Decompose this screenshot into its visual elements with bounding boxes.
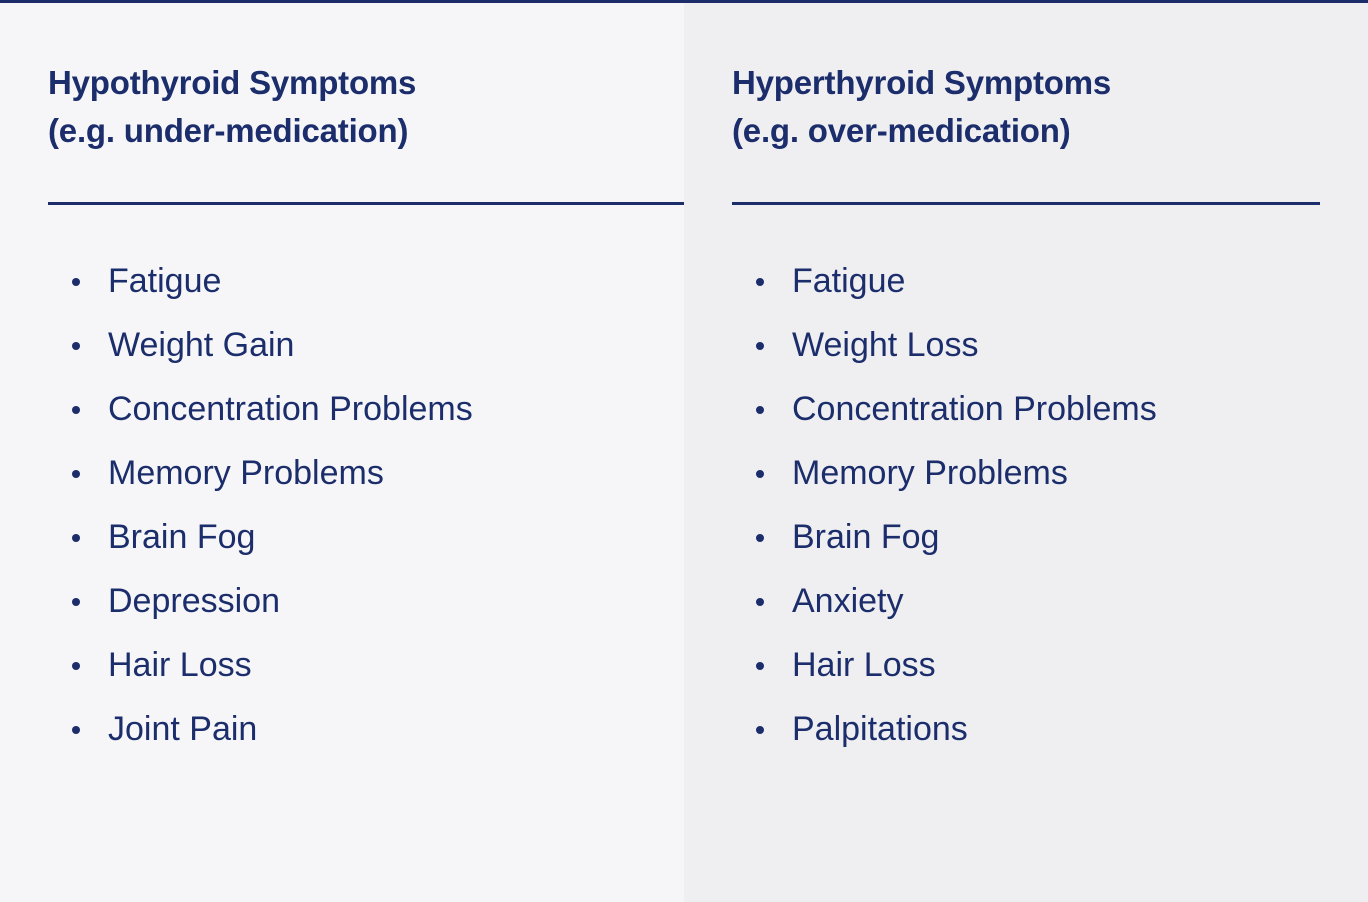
- bullet-icon: [756, 278, 764, 286]
- bullet-icon: [756, 662, 764, 670]
- hyperthyroid-column: [684, 3, 1368, 902]
- bullet-icon: [72, 278, 80, 286]
- symptom-label: Anxiety: [792, 582, 904, 620]
- bullet-icon: [756, 342, 764, 350]
- symptom-label: Brain Fog: [108, 518, 256, 556]
- hyperthyroid-heading: [732, 59, 1111, 155]
- symptom-label: Palpitations: [792, 710, 968, 748]
- hypothyroid-subtitle: (e.g. under-medication): [48, 112, 409, 149]
- hypothyroid-column: [0, 3, 684, 902]
- bullet-icon: [72, 470, 80, 478]
- bullet-icon: [756, 470, 764, 478]
- symptom-label: Joint Pain: [108, 710, 258, 748]
- hyperthyroid-subtitle: (e.g. over-medication): [732, 112, 1071, 149]
- bullet-icon: [72, 726, 80, 734]
- symptom-label: Concentration Problems: [108, 390, 473, 428]
- bullet-icon: [72, 342, 80, 350]
- hyperthyroid-divider: [732, 202, 1320, 205]
- bullet-icon: [756, 598, 764, 606]
- symptom-label: Concentration Problems: [792, 390, 1157, 428]
- bullet-icon: [756, 726, 764, 734]
- symptom-label: Memory Problems: [108, 454, 384, 492]
- bullet-icon: [756, 406, 764, 414]
- symptom-label: Memory Problems: [792, 454, 1068, 492]
- bullet-icon: [72, 534, 80, 542]
- symptom-label: Hair Loss: [792, 646, 936, 684]
- hyperthyroid-title: Hyperthyroid Symptoms: [732, 64, 1112, 101]
- symptom-label: Depression: [108, 582, 280, 620]
- bullet-icon: [72, 598, 80, 606]
- symptom-label: Hair Loss: [108, 646, 252, 684]
- hypothyroid-title: Hypothyroid Symptoms: [48, 64, 417, 101]
- hypothyroid-divider: [48, 202, 684, 205]
- symptom-label: Brain Fog: [792, 518, 940, 556]
- symptom-label: Fatigue: [108, 262, 222, 300]
- hypothyroid-heading: [48, 59, 416, 155]
- symptom-label: Weight Loss: [792, 326, 979, 364]
- symptom-label: Weight Gain: [108, 326, 295, 364]
- bullet-icon: [72, 406, 80, 414]
- bullet-icon: [72, 662, 80, 670]
- bullet-icon: [756, 534, 764, 542]
- symptom-label: Fatigue: [792, 262, 906, 300]
